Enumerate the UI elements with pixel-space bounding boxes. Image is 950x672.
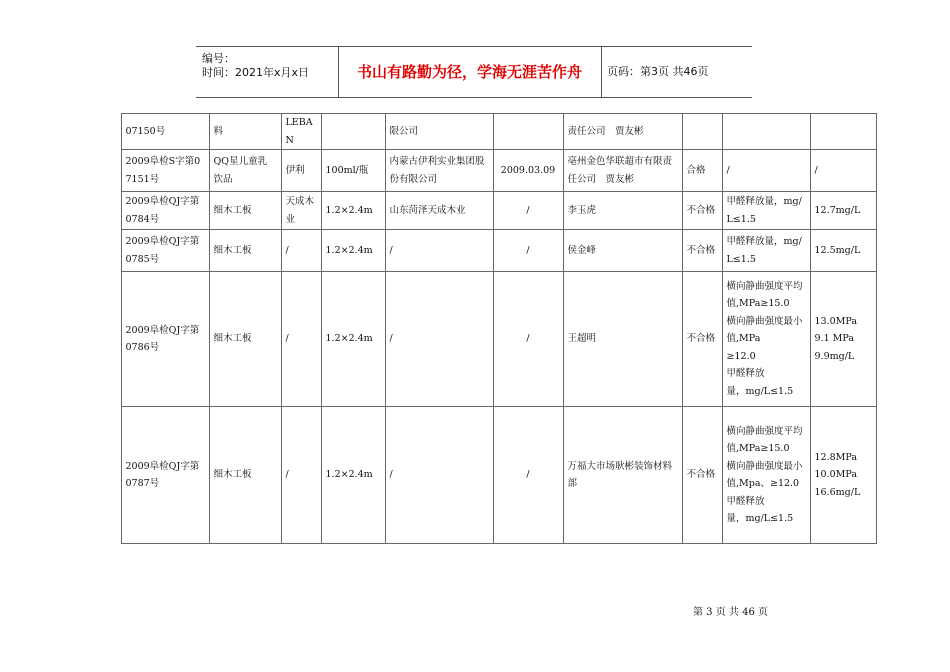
table-row <box>121 192 876 230</box>
failed-items: 甲醛释放量，mg/L≤1.5 <box>722 230 810 272</box>
brand: 伊利 <box>281 150 321 192</box>
production-date: / <box>493 407 563 544</box>
page-header <box>196 46 752 98</box>
production-date: / <box>493 230 563 272</box>
report-code: 2009阜检S字第07151号 <box>121 150 209 192</box>
manufacturer: 内蒙古伊利实业集团股份有限公司 <box>385 150 493 192</box>
result: 不合格 <box>682 407 722 544</box>
seller: 亳州金色华联超市有限责任公司 贾友彬 <box>563 150 682 192</box>
result: 不合格 <box>682 272 722 407</box>
table-row <box>121 272 876 407</box>
manufacturer: 限公司 <box>385 114 493 150</box>
report-code: 07150号 <box>121 114 209 150</box>
production-date: 2009.03.09 <box>493 150 563 192</box>
spec: 1.2×2.4m <box>321 192 385 230</box>
measured-line: 9.1 MPa <box>814 333 854 345</box>
spec: 100ml/瓶 <box>321 150 385 192</box>
result: 合格 <box>682 150 722 192</box>
report-code: 2009阜检QJ字第0784号 <box>121 192 209 230</box>
measured-line: 12.8MPa <box>814 451 858 463</box>
page-footer: 第 3 页 共 46 页 <box>693 607 768 618</box>
failed-item-line: 值,Mpa、≥12.0 <box>726 478 800 489</box>
measured-values: 12.5mg/L <box>810 230 876 272</box>
spec <box>321 114 385 150</box>
report-code: 2009阜检QJ字第0787号 <box>121 407 209 544</box>
header-motto: 书山有路勤为径，学海无涯苦作舟 <box>338 47 602 97</box>
spec: 1.2×2.4m <box>321 407 385 544</box>
measured-line: 16.6mg/L <box>814 486 861 498</box>
production-date <box>493 114 563 150</box>
report-code: 2009阜检QJ字第0785号 <box>121 230 209 272</box>
product-name: QQ星儿童乳饮品 <box>209 150 281 192</box>
result: 不合格 <box>682 192 722 230</box>
seller: 万福大市场耿彬装饰材料部 <box>563 407 682 544</box>
failed-item-line: 量，mg/L≤1.5 <box>726 385 794 397</box>
measured-values: 12.7mg/L <box>810 192 876 230</box>
failed-items: / <box>722 150 810 192</box>
seller: 王超明 <box>563 272 682 407</box>
table-row <box>121 407 876 544</box>
failed-items <box>722 407 810 544</box>
manufacturer: / <box>385 407 493 544</box>
failed-item-line: ≥12.0 <box>726 350 756 362</box>
seller: 侯金峰 <box>563 230 682 272</box>
product-name: 细木工板 <box>209 407 281 544</box>
failed-item-line: 甲醛释放 <box>726 495 765 507</box>
measured-values <box>810 407 876 544</box>
header-meta <box>196 47 339 97</box>
brand: / <box>281 272 321 407</box>
production-date: / <box>493 272 563 407</box>
table-row <box>121 150 876 192</box>
time-label: 时间：2021年x月x日 <box>202 66 310 79</box>
measured-values <box>810 272 876 407</box>
manufacturer: 山东菏泽天成木业 <box>385 192 493 230</box>
measured-values: / <box>810 150 876 192</box>
serial-label: 编号： <box>202 52 235 65</box>
measured-line: 13.0MPa <box>814 315 858 327</box>
seller: 责任公司 贾友彬 <box>563 114 682 150</box>
brand: / <box>281 230 321 272</box>
table-row <box>121 230 876 272</box>
table-row <box>121 114 876 150</box>
result: 不合格 <box>682 230 722 272</box>
failed-items <box>722 272 810 407</box>
product-name: 细木工板 <box>209 192 281 230</box>
report-code: 2009阜检QJ字第0786号 <box>121 272 209 407</box>
brand: 天成木业 <box>281 192 321 230</box>
failed-item-line: 甲醛释放 <box>726 368 765 380</box>
manufacturer: / <box>385 272 493 407</box>
failed-item-line: 量，mg/L≤1.5 <box>726 513 794 524</box>
product-name: 细木工板 <box>209 272 281 407</box>
header-page-code: 页码：第3页 共46页 <box>607 65 709 78</box>
failed-item-line: 横向静曲强度最小值,MPa <box>726 315 803 345</box>
spec: 1.2×2.4m <box>321 272 385 407</box>
product-name: 料 <box>209 114 281 150</box>
measured-values <box>810 114 876 150</box>
measured-line: 9.9mg/L <box>814 350 855 362</box>
failed-item-line: 横向静曲强度最小 <box>726 460 803 472</box>
measured-line: 10.0MPa <box>814 469 858 481</box>
seller: 李玉虎 <box>563 192 682 230</box>
product-name: 细木工板 <box>209 230 281 272</box>
manufacturer: / <box>385 230 493 272</box>
spec: 1.2×2.4m <box>321 230 385 272</box>
brand: / <box>281 407 321 544</box>
failed-item-line: 横向静曲强度平均值,MPa≥15.0 <box>726 280 803 310</box>
brand: LEBAN <box>281 114 321 150</box>
failed-items <box>722 114 810 150</box>
failed-items: 甲醛释放量，mg/L≤1.5 <box>722 192 810 230</box>
production-date: / <box>493 192 563 230</box>
failed-item-line: 横向静曲强度平均值,MPa≥15.0 <box>726 425 803 454</box>
inspection-table <box>121 113 877 544</box>
result <box>682 114 722 150</box>
